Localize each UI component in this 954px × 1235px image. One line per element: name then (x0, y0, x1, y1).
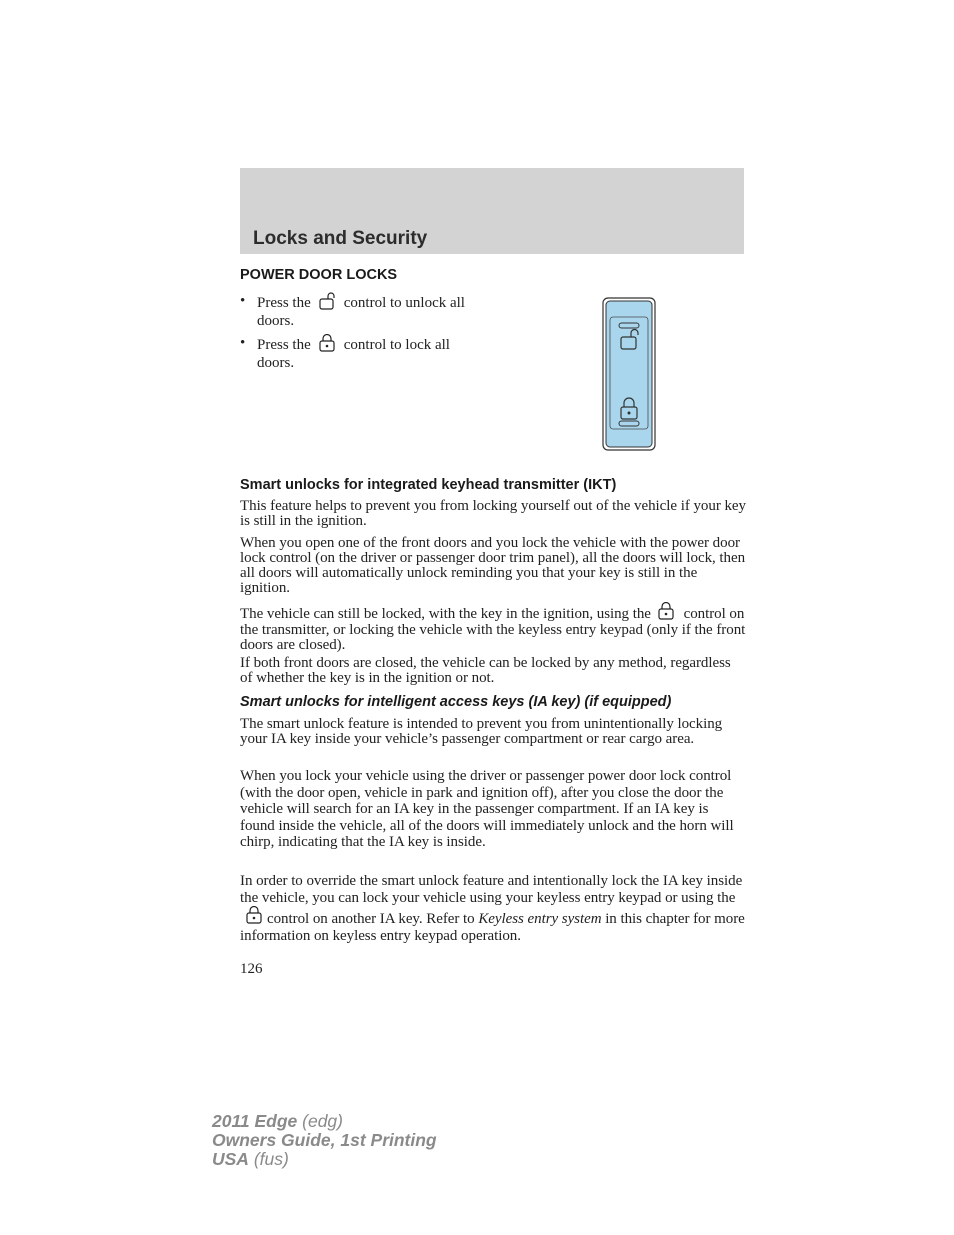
lock-icon (656, 602, 676, 620)
bullet-dot: • (240, 335, 246, 351)
ia-paragraph-3-after: in this chapter for more information on keyless entry keypad operation. (240, 911, 745, 944)
bullet-text-line2: doors. (257, 355, 295, 371)
lock-icon (317, 334, 337, 352)
ikt-heading: Smart unlocks for integrated keyhead transmitter (IKT) (240, 477, 617, 493)
ia-paragraph-2: When you lock your vehicle using the driver or passenger power door lock control (with the door open, vehicle in park and ignition off), after you close the door the vehicle will search for an IA key in the passenger compartment. If an IA key is found inside the vehicle, all of the doors will immediately unlock and the horn will chirp, indicating that the IA key is inside. (240, 768, 734, 850)
door-lock-switch-illustration (602, 297, 656, 451)
ia-paragraph-3-mid: control on another IA key. Refer to (267, 911, 475, 927)
ia-paragraph-3 (240, 873, 746, 944)
bullet-text-before: Press the (257, 337, 311, 353)
footer-model-code: (edg) (297, 1111, 343, 1131)
ikt-paragraph-1: This feature helps to prevent you from locking yourself out of the vehicle if your key is still in the ignition. (240, 498, 746, 529)
bullet-text-before: Press the (257, 295, 311, 311)
footer-market: USA (212, 1149, 249, 1169)
bullet-text-after: control to lock all (343, 337, 450, 353)
document-footer (212, 1112, 437, 1169)
bullet-text-line2: doors. (257, 313, 295, 329)
bullet-lock (240, 334, 500, 372)
bullet-dot: • (240, 293, 246, 309)
bullet-unlock (240, 292, 500, 330)
ikt-paragraph-4: If both front doors are closed, the vehicle can be locked by any method, regardless of whether the key is in the ignition or not. (240, 655, 731, 686)
ia-paragraph-1: The smart unlock feature is intended to prevent you from unintentionally locking your IA key inside your vehicle’s passenger compartment or rear cargo area. (240, 716, 723, 747)
ikt-paragraph-3 (240, 602, 746, 654)
lock-icon (244, 906, 264, 924)
ia-paragraph-3-before: In order to override the smart unlock feature and intentionally lock the IA key inside the vehicle, you can lock your vehicle using your keyless entry keypad or using the (240, 873, 743, 906)
page-title: Locks and Security (253, 228, 428, 249)
footer-printing: Owners Guide, 1st Printing (212, 1130, 437, 1150)
ikt-paragraph-2: When you open one of the front doors and you lock the vehicle with the power door lock control (on the driver or passenger door trim panel), all the doors will lock, then all doors will automatically unlock reminding you that your key is still in the ignition. (240, 535, 746, 596)
keyless-entry-system-reference: Keyless entry system (478, 911, 602, 927)
unlock-icon (317, 292, 337, 310)
page-number: 126 (240, 961, 263, 977)
ikt-paragraph-3-before: The vehicle can still be locked, with the key in the ignition, using the (240, 606, 651, 622)
footer-model: 2011 Edge (212, 1111, 298, 1131)
section-heading: POWER DOOR LOCKS (240, 267, 398, 283)
bullet-text-after: control to unlock all (343, 295, 465, 311)
ia-heading: Smart unlocks for intelligent access keys (IA key) (if equipped) (240, 694, 672, 710)
ikt-paragraph-3-after: control on the transmitter, or locking the vehicle with the keyless entry keypad (only if the front doors are closed). (240, 606, 746, 653)
footer-market-code: (fus) (248, 1149, 289, 1169)
